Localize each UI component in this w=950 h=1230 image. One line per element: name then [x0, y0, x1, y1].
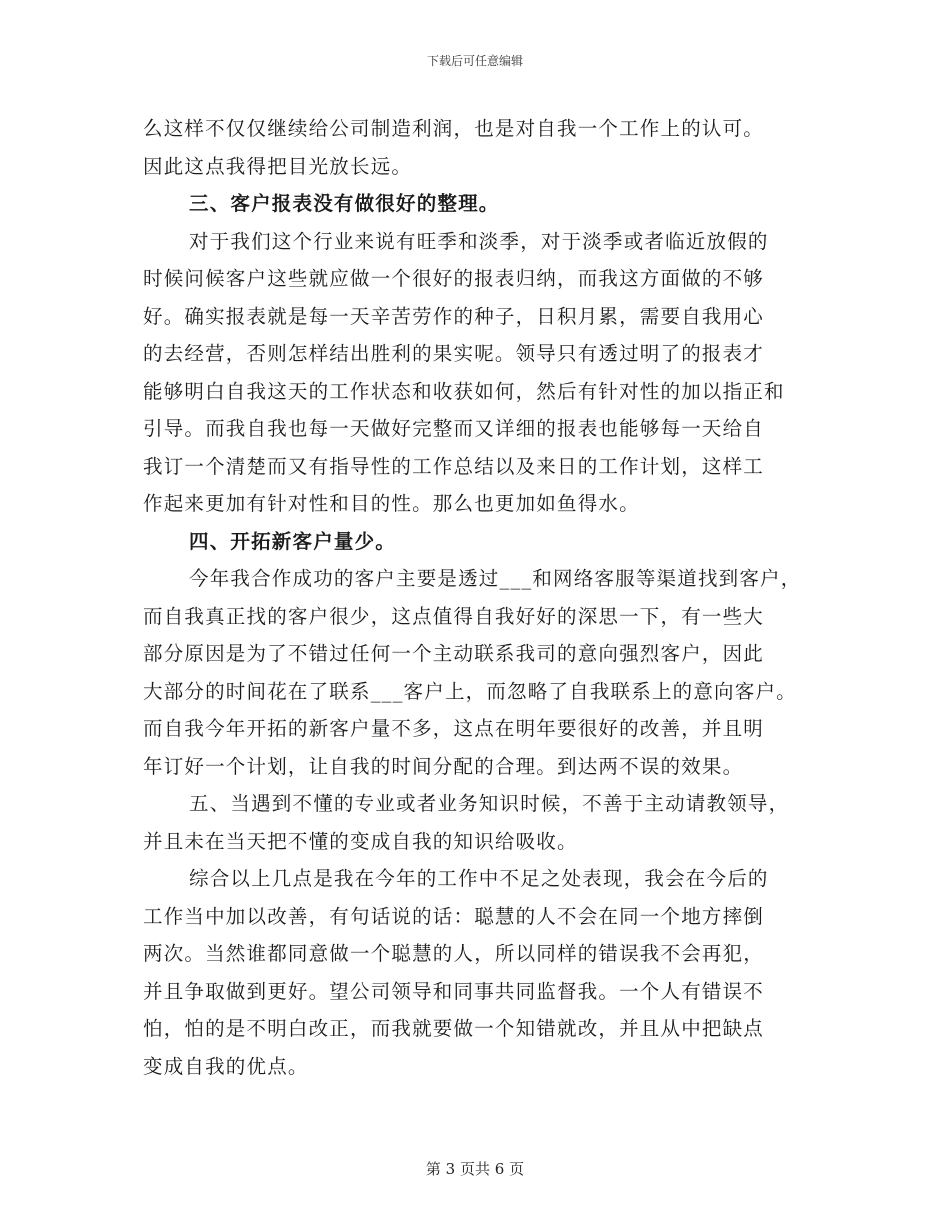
text-line: 部分原因是为了不错过任何一个主动联系我司的意向强烈客户，因此 — [143, 642, 765, 665]
section-heading: 三、客户报表没有做很好的整理。 — [189, 192, 500, 215]
text-line: 而自我今年开拓的新客户量不多，这点在明年要很好的改善，并且明 — [143, 717, 765, 740]
text-line: 能够明白自我这天的工作状态和收获如何，然后有针对性的加以指正和 — [143, 379, 785, 403]
text-line: 怕，怕的是不明白改正，而我就要做一个知错就改，并且从中把缺点 — [143, 1017, 765, 1040]
text-line: 两次。当然谁都同意做一个聪慧的人，所以同样的错误我不会再犯， — [143, 942, 765, 965]
page-footer: 第 3 页共 6 页 — [425, 1160, 525, 1178]
text-line: 引导。而我自我也每一天做好完整而又详细的报表也能够每一天给自 — [143, 417, 765, 440]
document-body — [143, 110, 808, 1085]
text-line: 好。确实报表就是每一天辛苦劳作的种子，日积月累，需要自我用心 — [143, 304, 765, 328]
text-line: 今年我合作成功的客户主要是透过___和网络客服等渠道找到客户， — [189, 567, 802, 590]
text-line: 对于我们这个行业来说有旺季和淡季，对于淡季或者临近放假的 — [189, 229, 769, 253]
text-line: 因此这点我得把目光放长远。 — [143, 154, 413, 178]
text-line: 而自我真正找的客户很少，这点值得自我好好的深思一下，有一些大 — [143, 604, 765, 628]
text-line: 时候问候客户这些就应做一个很好的报表归纳，而我这方面做的不够 — [143, 267, 765, 290]
text-line: 并且未在当天把不懂的变成自我的知识给吸收。 — [143, 829, 578, 853]
text-line: 大部分的时间花在了联系___客户上，而忽略了自我联系上的意向客户。 — [143, 679, 797, 703]
section-heading: 四、开拓新客户量少。 — [189, 529, 397, 553]
text-line: 作起来更加有针对性和目的性。那么也更加如鱼得水。 — [143, 492, 640, 515]
text-line: 五、当遇到不懂的专业或者业务知识时候，不善于主动请教领导， — [189, 792, 790, 815]
text-line: 的去经营，否则怎样结出胜利的果实呢。领导只有透过明了的报表才 — [143, 342, 765, 365]
text-line: 工作当中加以改善，有句话说的话：聪慧的人不会在同一个地方摔倒 — [143, 904, 765, 928]
text-line: 变成自我的优点。 — [143, 1054, 309, 1078]
text-line: 么这样不仅仅继续给公司制造利润，也是对自我一个工作上的认可。 — [143, 117, 765, 140]
text-line: 综合以上几点是我在今年的工作中不足之处表现，我会在今后的 — [189, 867, 769, 890]
page-header: 下载后可任意编辑 — [426, 54, 523, 68]
text-line: 年订好一个计划，让自我的时间分配的合理。到达两不误的效果。 — [143, 754, 744, 778]
text-line: 我订一个清楚而又有指导性的工作总结以及来日的工作计划，这样工 — [143, 454, 765, 478]
text-line: 并且争取做到更好。望公司领导和同事共同监督我。一个人有错误不 — [143, 979, 765, 1003]
